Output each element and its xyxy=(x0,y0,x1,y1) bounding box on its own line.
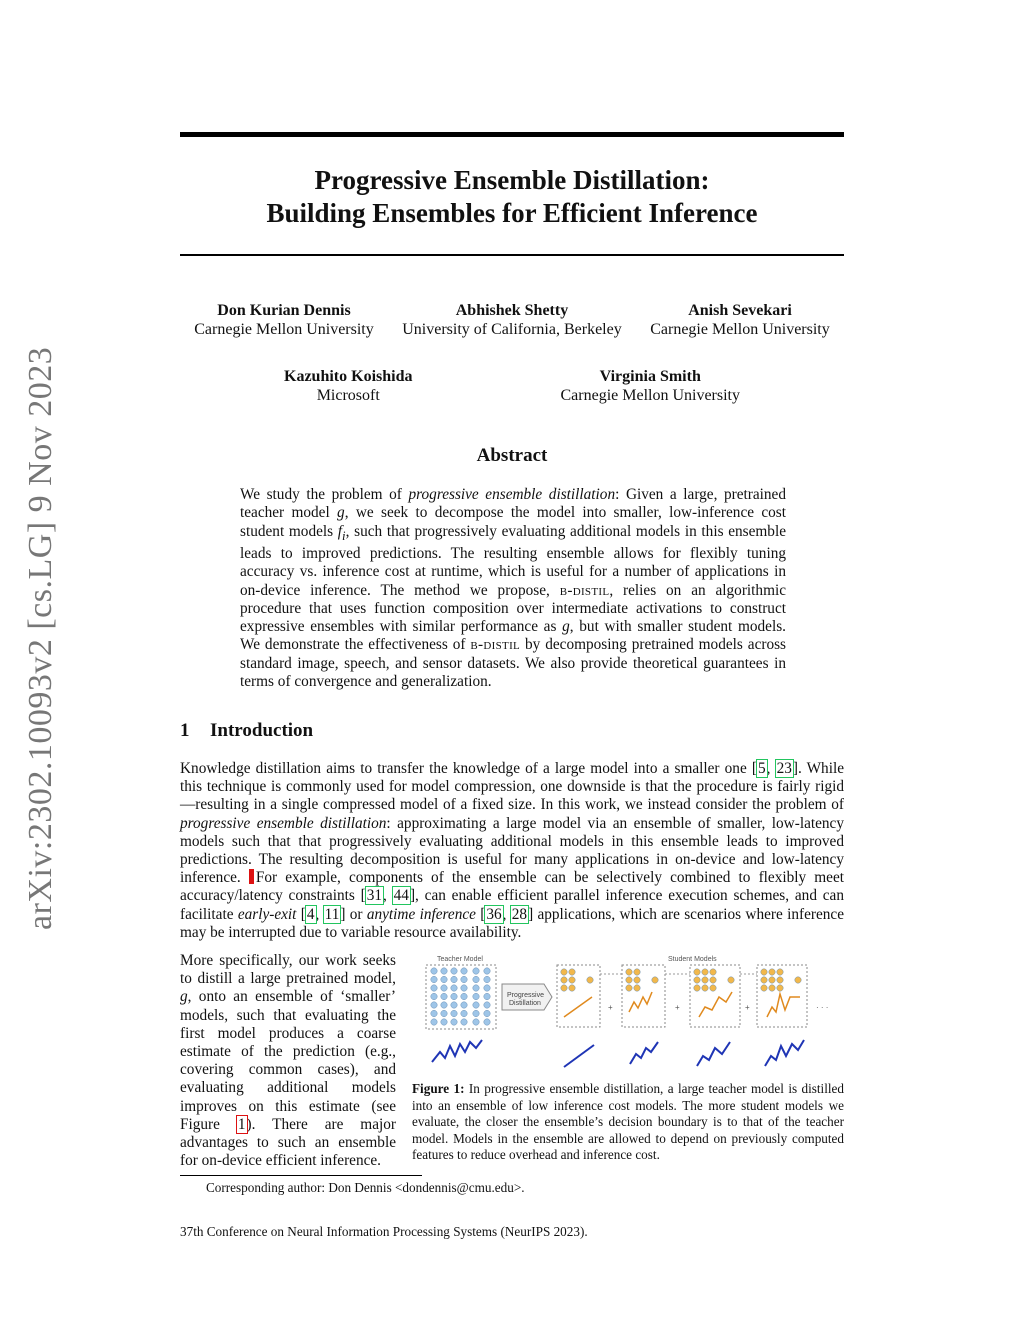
student-neuron xyxy=(702,985,708,991)
teacher-model-label: Teacher Model xyxy=(437,956,483,963)
abstract-emphasis: progressive ensemble distillation xyxy=(408,486,616,503)
student-neuron xyxy=(634,985,640,991)
teacher-neuron xyxy=(431,1010,437,1016)
student-neuron xyxy=(777,969,783,975)
intro-text: [ xyxy=(296,905,306,923)
teacher-neuron xyxy=(473,993,479,999)
student-neuron xyxy=(561,969,567,975)
teacher-neuron xyxy=(441,1010,447,1016)
wrap-text: ). There are major advantages to such an ensemble for on-device efficient inference. xyxy=(180,1115,396,1170)
intro-text: , xyxy=(383,887,393,905)
citation-link[interactable]: 28 xyxy=(511,905,528,923)
student-neuron xyxy=(769,985,775,991)
figure-1-caption xyxy=(412,1081,844,1164)
author-block xyxy=(194,301,374,339)
intro-text: , xyxy=(315,905,324,923)
footnote-rule xyxy=(180,1175,422,1176)
student-neuron xyxy=(694,969,700,975)
intro-text: , xyxy=(766,760,776,777)
plus-sign: + xyxy=(608,1003,613,1012)
title-top-rule xyxy=(180,132,844,137)
intro-emphasis: progressive ensemble distillation xyxy=(180,814,387,832)
teacher-neuron xyxy=(431,985,437,991)
student-neuron xyxy=(694,985,700,991)
student-neuron xyxy=(769,977,775,983)
citation-link[interactable]: 44 xyxy=(393,887,409,905)
teacher-neuron xyxy=(441,976,447,982)
conference-note: 37th Conference on Neural Information Processing Systems (NeurIPS 2023). xyxy=(180,1224,588,1239)
teacher-neuron xyxy=(484,985,490,991)
teacher-neuron xyxy=(431,993,437,999)
text-cursor-marker xyxy=(249,869,254,884)
authors-row-1 xyxy=(180,301,844,339)
ensemble-boundary-curve-2 xyxy=(630,1042,658,1064)
abstract-text: , we seek to decompose the model into smaller, low-inference cost student models xyxy=(240,504,786,540)
teacher-boundary-curve xyxy=(432,1040,482,1062)
intro-text: ] or xyxy=(340,905,367,923)
author-block xyxy=(650,301,830,339)
student-neuron xyxy=(761,985,767,991)
ensemble-boundary-curve-4 xyxy=(765,1040,804,1066)
student-neuron xyxy=(761,977,767,983)
student-neuron xyxy=(587,977,593,983)
abstract-text: , but with smaller student models. We demonstrate the effectiveness of xyxy=(240,618,786,654)
math-var-f: f xyxy=(337,522,343,540)
student-neuron xyxy=(626,969,632,975)
student-boundary-curve-1 xyxy=(564,997,592,1017)
math-var-g: g xyxy=(180,988,188,1006)
figure-1 xyxy=(412,952,844,1077)
teacher-neuron xyxy=(484,1010,490,1016)
author-name: Anish Sevekari xyxy=(688,302,792,319)
math-var-g: g xyxy=(337,504,345,522)
author-name: Don Kurian Dennis xyxy=(217,302,351,319)
author-affiliation: Microsoft xyxy=(316,387,380,404)
student-neuron xyxy=(710,985,716,991)
title-line-2: Building Ensembles for Efficient Inference xyxy=(266,198,758,228)
teacher-neuron xyxy=(431,1002,437,1008)
intro-emphasis: anytime inference xyxy=(366,905,476,923)
student-boundary-curve-2 xyxy=(629,992,652,1012)
student-boundary-curve-3 xyxy=(699,992,732,1017)
student-neuron xyxy=(702,977,708,983)
teacher-neuron xyxy=(441,968,447,974)
teacher-neuron xyxy=(441,1002,447,1008)
student-network-nodes xyxy=(561,969,801,991)
teacher-neuron xyxy=(441,1019,447,1025)
student-neuron xyxy=(728,977,734,983)
figure-ref-link[interactable]: 1 xyxy=(237,1115,246,1133)
intro-text: ], can enable efficient parallel inference execution schemes, and can facilitate xyxy=(180,887,844,923)
author-block xyxy=(284,367,412,405)
citation-link[interactable]: 11 xyxy=(324,905,340,923)
student-neuron xyxy=(777,977,783,983)
teacher-neuron xyxy=(461,985,467,991)
student-neuron xyxy=(569,977,575,983)
student-neuron xyxy=(710,969,716,975)
wrap-text: More specifically, our work seeks to distill a large pretrained model, xyxy=(180,952,396,988)
math-sub-i: i xyxy=(342,528,346,543)
author-name: Kazuhito Koishida xyxy=(284,368,413,385)
student-boundary-curve-4 xyxy=(767,994,800,1017)
ensemble-boundary-curve-1 xyxy=(564,1045,594,1067)
student-neuron xyxy=(626,985,632,991)
author-name: Virginia Smith xyxy=(599,368,701,385)
student-neuron xyxy=(561,985,567,991)
author-affiliation: Carnegie Mellon University xyxy=(560,387,740,404)
arrow-label-line-2: Distillation xyxy=(509,1000,541,1007)
continuation-dots: · · · xyxy=(816,1003,829,1012)
student-neuron xyxy=(652,977,658,983)
teacher-neuron xyxy=(473,976,479,982)
teacher-neuron xyxy=(441,985,447,991)
student-neuron xyxy=(634,969,640,975)
teacher-neuron xyxy=(461,968,467,974)
teacher-neuron xyxy=(431,976,437,982)
intro-paragraph xyxy=(180,760,844,942)
teacher-neuron xyxy=(451,968,457,974)
citation-link[interactable]: 31 xyxy=(366,887,383,905)
author-block xyxy=(402,301,622,339)
author-block xyxy=(560,367,740,405)
student-neuron xyxy=(561,977,567,983)
teacher-neuron xyxy=(473,985,479,991)
teacher-neuron xyxy=(484,1019,490,1025)
student-neuron xyxy=(634,977,640,983)
student-neuron xyxy=(710,977,716,983)
student-neuron xyxy=(777,985,783,991)
abstract-text: We study the problem of xyxy=(240,486,409,503)
intro-text: [ xyxy=(475,905,486,923)
student-neuron xyxy=(694,977,700,983)
abstract-text: , relies on an algorithmic procedure that uses function composition over intermediate activations to construct expressive ensembles with similar performance as xyxy=(240,581,787,636)
intro-text: ]. While this technique is commonly used for model compression, one downside is that the procedure is fairly rigid—resulting in a single compressed model of a fixed size. In this work, we instead consider the problem of xyxy=(180,760,844,814)
intro-text: , xyxy=(502,905,511,923)
teacher-neuron xyxy=(484,968,490,974)
abstract-text: by decomposing pretrained models across standard image, speech, and sensor datasets. We also provide theoretical guarantees in terms of convergence and generalization. xyxy=(240,636,787,691)
teacher-neuron xyxy=(484,976,490,982)
authors-row-2 xyxy=(210,367,814,405)
teacher-neuron xyxy=(431,968,437,974)
teacher-neuron xyxy=(461,1019,467,1025)
teacher-neuron xyxy=(484,993,490,999)
teacher-network-nodes xyxy=(431,968,490,1025)
figure-1-diagram xyxy=(412,952,844,1077)
section-title: Introduction xyxy=(210,720,314,741)
student-neuron xyxy=(702,969,708,975)
teacher-neuron xyxy=(431,1019,437,1025)
author-affiliation: Carnegie Mellon University xyxy=(650,321,830,338)
teacher-neuron xyxy=(461,1002,467,1008)
wrapped-paragraph xyxy=(180,952,396,1170)
citation-link[interactable]: 23 xyxy=(776,760,792,777)
plus-sign: + xyxy=(675,1003,680,1012)
title-bottom-rule xyxy=(180,254,844,256)
teacher-neuron xyxy=(461,993,467,999)
plus-sign: + xyxy=(745,1003,750,1012)
teacher-neuron xyxy=(451,976,457,982)
teacher-neuron xyxy=(461,976,467,982)
intro-emphasis: early-exit xyxy=(237,905,297,923)
intro-text: For example, components of the ensemble can be selectively combined to flexibly meet accuracy/latency constraints [ xyxy=(180,869,845,905)
author-affiliation: Carnegie Mellon University xyxy=(194,321,374,338)
author-name: Abhishek Shetty xyxy=(455,302,569,319)
intro-text: ] applications, which are scenarios where inference may be interrupted due to variable resource availability. xyxy=(180,905,844,941)
teacher-neuron xyxy=(451,1010,457,1016)
arxiv-side-stamp: arXiv:2302.10093v2 [cs.LG] 9 Nov 2023 xyxy=(22,346,59,930)
teacher-neuron xyxy=(484,1002,490,1008)
teacher-neuron xyxy=(451,985,457,991)
teacher-neuron xyxy=(473,1010,479,1016)
citation-link[interactable]: 4 xyxy=(306,905,315,923)
intro-text: Knowledge distillation aims to transfer the knowledge of a large model into a smaller one [ xyxy=(180,760,757,777)
citation-link[interactable]: 5 xyxy=(757,760,766,777)
abstract-heading: Abstract xyxy=(476,445,548,466)
citation-link[interactable]: 36 xyxy=(486,905,502,923)
paper-title xyxy=(180,164,844,230)
math-var-g: g xyxy=(562,618,570,636)
abstract-text: : Given a large, pretrained teacher model xyxy=(240,486,786,522)
ensemble-boundary-curve-3 xyxy=(697,1042,730,1066)
wrap-text: , onto an ensemble of ‘smaller’ models, such that evaluating the first model produces a coarse estimate of the prediction (e.g., covering common cases), and evaluating additional models improves on this estimate (see Figure xyxy=(180,988,396,1133)
teacher-neuron xyxy=(473,1019,479,1025)
student-models-label: Student Models xyxy=(668,956,717,963)
section-number: 1 xyxy=(180,720,190,741)
arrow-label-line-1: Progressive xyxy=(507,992,544,999)
section-heading-introduction xyxy=(180,720,313,742)
method-name: b-distil xyxy=(470,636,521,654)
student-neuron xyxy=(795,977,801,983)
teacher-neuron xyxy=(441,993,447,999)
caption-label: Figure 1: xyxy=(412,1081,465,1096)
intro-text: : approximating a large model via an ensemble of smaller, low-latency models such that that progressively evaluating additional models in this ensemble leads to improved predictions. The resulting decomposition is useful for many applications in on-device and low-latency inference. xyxy=(180,814,844,887)
student-neuron xyxy=(769,969,775,975)
caption-text: In progressive ensemble distillation, a large teacher model is distilled into an ensemble of low inference cost models. The more student models we evaluate, the closer the ensemble’s decision boundary is to that of the teacher model. Models in the ensemble are allowed to depend on previously computed features to reduce overhead and inference cost. xyxy=(412,1081,844,1162)
abstract-text: , such that progressively evaluating additional models in this ensemble leads to improved predictions. The resulting ensemble allows for flexibly tuning accuracy vs. inference cost at runtime, which is useful for a number of applications in on-device inference. The method we propose, xyxy=(240,522,786,599)
teacher-neuron xyxy=(451,993,457,999)
title-line-1: Progressive Ensemble Distillation: xyxy=(314,165,710,195)
teacher-neuron xyxy=(451,1019,457,1025)
teacher-neuron xyxy=(473,1002,479,1008)
author-affiliation: University of California, Berkeley xyxy=(402,321,622,338)
method-name: b-distil xyxy=(559,581,610,599)
teacher-neuron xyxy=(461,1010,467,1016)
student-neuron xyxy=(761,969,767,975)
student-neuron xyxy=(569,969,575,975)
teacher-neuron xyxy=(451,1002,457,1008)
abstract-body xyxy=(240,486,786,691)
footnote: Corresponding author: Don Dennis <dondennis@cmu.edu>. xyxy=(206,1180,525,1195)
teacher-neuron xyxy=(473,968,479,974)
student-neuron xyxy=(569,985,575,991)
student-neuron xyxy=(626,977,632,983)
